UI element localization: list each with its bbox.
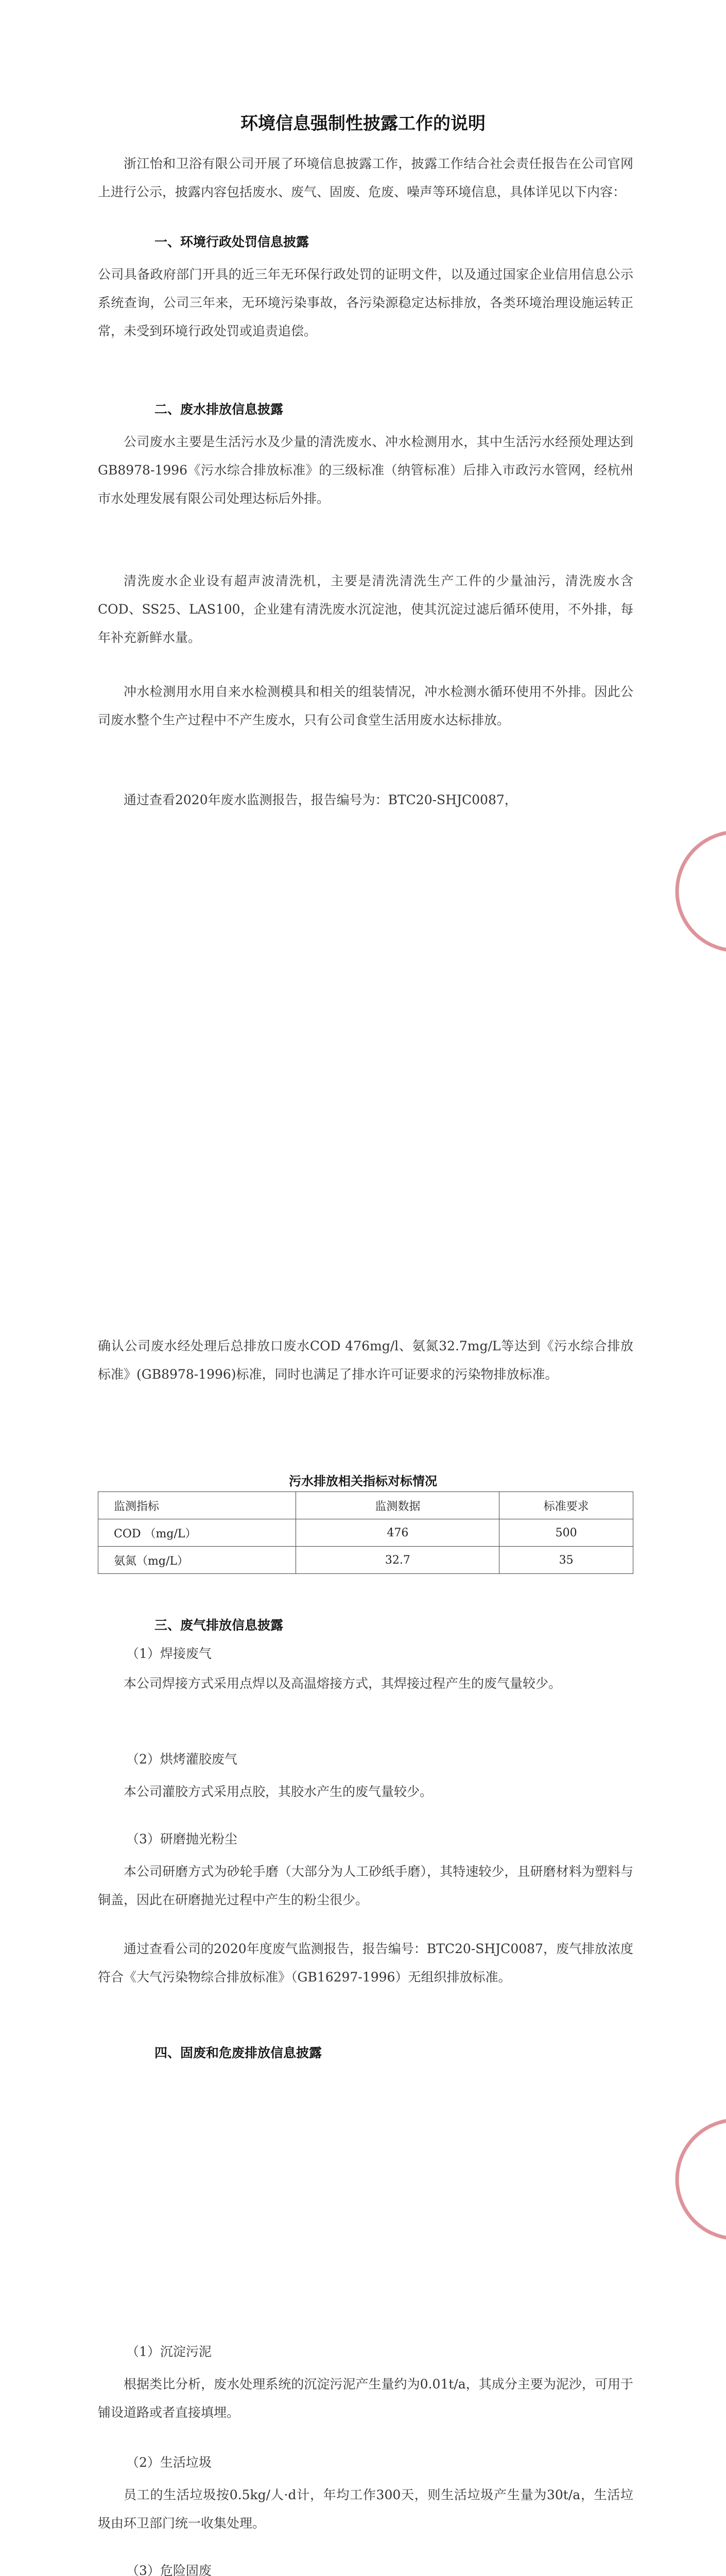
wastewater-paragraph-2: 清洗废水企业设有超声波清洗机，主要是清洗清洗生产工件的少量油污，清洗废水含COD、SS25、LAS100，企业建有清洗废水沉淀池，使其沉淀过滤后循环使用，不外排，每年补充新鲜水量。	[98, 573, 633, 645]
table-row	[98, 1519, 633, 1547]
gas-paragraph-2: 本公司灌胶方式采用点胶，其胶水产生的废气量较少。	[124, 1784, 433, 1799]
table-header: 监测指标	[98, 1492, 296, 1519]
table-header: 监测数据	[296, 1492, 499, 1519]
subheading-garbage: （2）生活垃圾	[126, 2455, 212, 2470]
gas-paragraph-4: 通过查看公司的2020年度废气监测报告，报告编号：BTC20-SHJC0087，废气排放浓度符合《大气污染物综合排放标准》（GB16297-1996）无组织排放标准。	[98, 1941, 633, 1985]
wastewater-table	[98, 1492, 633, 1574]
section-heading-wastewater: 二、废水排放信息披露	[154, 402, 284, 417]
page-title: 环境信息强制性披露工作的说明	[240, 113, 486, 134]
subheading-welding: （1）焊接废气	[126, 1646, 212, 1661]
table-cell: 32.7	[296, 1547, 499, 1574]
table-cell: COD （mg/L）	[98, 1519, 296, 1547]
section-heading-penalty: 一、环境行政处罚信息披露	[154, 234, 309, 249]
subheading-glue: （2）烘烤灌胶废气	[126, 1752, 237, 1767]
section-heading-waste: 四、固废和危废排放信息披露	[154, 2045, 322, 2060]
subheading-sludge: （1）沉淀污泥	[126, 2344, 212, 2359]
section-heading-gas: 三、废气排放信息披露	[154, 1618, 284, 1633]
edge-seal-icon	[669, 824, 726, 958]
table-row	[98, 1547, 633, 1574]
gas-paragraph-3: 本公司研磨方式为砂轮手磨（大部分为人工砂纸手磨），其特速较少，且研磨材料为塑料与铜盖，因此在研磨抛光过程中产生的粉尘很少。	[98, 1864, 633, 1907]
wastewater-paragraph-5: 确认公司废水经处理后总排放口废水COD 476mg/l、氨氮32.7mg/L等达到《污水综合排放标准》(GB8978-1996)标准，同时也满足了排水许可证要求的污染物排放标准。	[98, 1338, 633, 1382]
table-title: 污水排放相关指标对标情况	[289, 1474, 437, 1488]
table-header-row	[98, 1492, 633, 1519]
wastewater-paragraph-1: 公司废水主要是生活污水及少量的清洗废水、冲水检测用水，其中生活污水经预处理达到GB8978-1996《污水综合排放标准》的三级标准（纳管标准）后排入市政污水管网，经杭州市水处理发展有限公司处理达标后外排。	[98, 434, 633, 506]
table-cell: 35	[499, 1547, 633, 1574]
wastewater-paragraph-3: 冲水检测用水用自来水检测模具和相关的组装情况，冲水检测水循环使用不外排。因此公司废水整个生产过程中不产生废水，只有公司食堂生活用废水达标排放。	[98, 684, 633, 727]
table-header: 标准要求	[499, 1492, 633, 1519]
intro-paragraph: 浙江怡和卫浴有限公司开展了环境信息披露工作，披露工作结合社会责任报告在公司官网上进行公示，披露内容包括废水、废气、固废、危废、噪声等环境信息，具体详见以下内容：	[98, 156, 633, 199]
waste-paragraph-1: 根据类比分析，废水处理系统的沉淀污泥产生量约为0.01t/a，其成分主要为泥沙，可用于铺设道路或者直接填埋。	[98, 2377, 633, 2420]
subheading-dust: （3）研磨抛光粉尘	[126, 1832, 237, 1846]
wastewater-paragraph-4: 通过查看2020年废水监测报告，报告编号为：BTC20-SHJC0087，	[124, 792, 517, 807]
edge-seal-icon	[669, 2112, 726, 2246]
gas-paragraph-1: 本公司焊接方式采用点焊以及高温熔接方式，其焊接过程产生的废气量较少。	[124, 1676, 562, 1691]
table-cell: 500	[499, 1519, 633, 1547]
subheading-hazardous: （3）危险固废	[126, 2563, 212, 2576]
table-cell: 476	[296, 1519, 499, 1547]
table-cell: 氨氮（mg/L）	[98, 1547, 296, 1574]
waste-paragraph-2: 员工的生活垃圾按0.5kg/人·d计，年均工作300天，则生活垃圾产生量为30t/a，生活垃圾由环卫部门统一收集处理。	[98, 2487, 633, 2531]
penalty-paragraph: 公司具备政府部门开具的近三年无环保行政处罚的证明文件，以及通过国家企业信用信息公示系统查询，公司三年来，无环境污染事故，各污染源稳定达标排放，各类环境治理设施运转正常，未受到环境行政处罚或追责追偿。	[98, 267, 633, 338]
